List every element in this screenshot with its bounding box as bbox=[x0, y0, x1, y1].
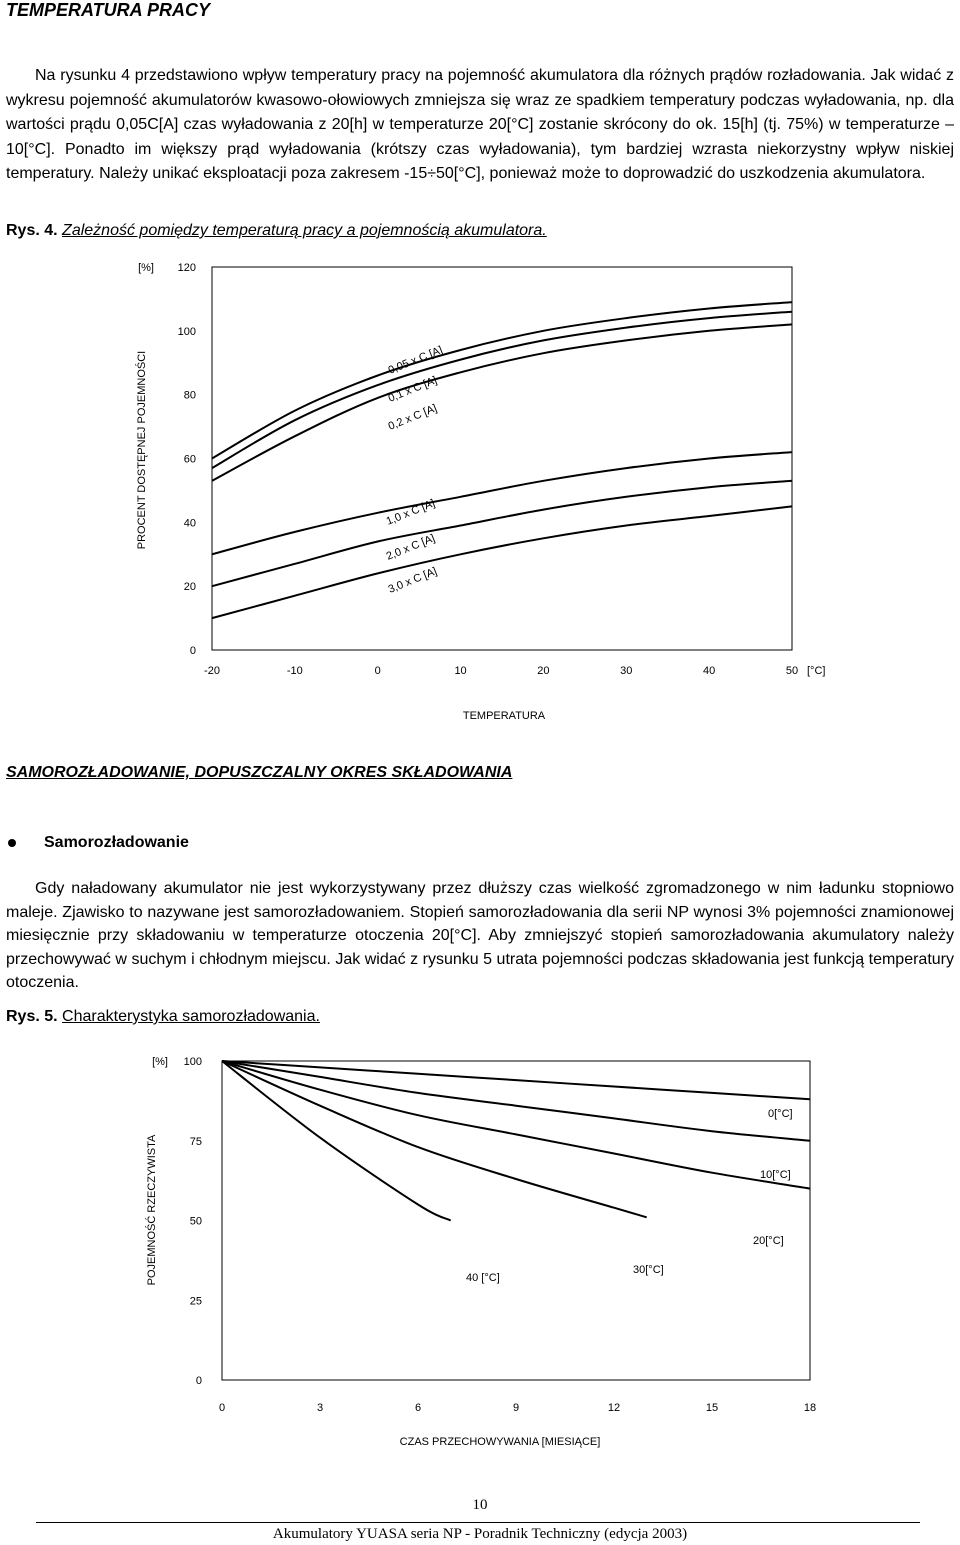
chart1-series-line bbox=[212, 312, 792, 468]
figure-4-number: Rys. 4. bbox=[6, 222, 58, 239]
figure-5-number: Rys. 5. bbox=[6, 1008, 58, 1025]
chart1-x-tick-label: 40 bbox=[703, 665, 716, 677]
paragraph-temperatura-text: Na rysunku 4 przedstawiono wpływ temperatury pracy na pojemność akumulatora dla różnych prądów rozładowania. Jak widać z wykresu pojemność akumulatorów kwasowo-ołowiowych zmniejsza się wraz ze spadkiem temperatury podczas wyładowania, np. dla wartości prądu 0,05C[A] czas wyładowania z 20[h] w temperaturze 20[°C] zostanie skrócony do ok. 15[h] (tj. 75%) w temperaturze –10[°C]. Ponadto im większy prąd wyładowania (krótszy czas wyładowania), tym bardziej wzrasta niekorzystny wpływ niskiej temperatury. Należy unikać eksploatacji poza zakresem -15÷50[°C], ponieważ może to doprowadzić do uszkodzenia akumulatora. bbox=[6, 67, 954, 182]
chart1-x-axis-label: TEMPERATURA bbox=[462, 710, 546, 722]
chart2-x-tick-label: 15 bbox=[705, 1402, 719, 1414]
chart1-y-unit: [%] bbox=[138, 262, 154, 274]
page-number: 10 bbox=[472, 1497, 488, 1513]
chart2-x-tick-label: 18 bbox=[803, 1402, 817, 1414]
chart2-y-tick-label: 25 bbox=[189, 1295, 202, 1308]
chart2-y-unit: [%] bbox=[152, 1056, 168, 1068]
figure-4-title: Zależność pomiędzy temperaturą pracy a pojemnością akumulatora. bbox=[62, 222, 547, 239]
chart2-series-label: 20[°C] bbox=[753, 1235, 784, 1247]
chart1-series-line bbox=[212, 481, 792, 586]
figure-5-title: Charakterystyka samorozładowania. bbox=[62, 1008, 320, 1025]
figure-5-chart bbox=[0, 1040, 960, 1460]
chart1-x-tick-label: 50 bbox=[785, 665, 799, 677]
chart1-x-tick-label: 20 bbox=[537, 665, 550, 677]
chart2-x-tick-label: 12 bbox=[607, 1402, 621, 1414]
chart2-series-label: 30[°C] bbox=[633, 1264, 664, 1276]
chart2-y-axis-label: POJEMNOŚĆ RZECZYWISTA bbox=[146, 1134, 158, 1286]
chart1-series-line bbox=[212, 452, 792, 554]
paragraph-temperatura bbox=[6, 64, 954, 187]
bullet-samorozladowanie bbox=[6, 834, 189, 852]
chart1-y-tick-label: 60 bbox=[183, 453, 196, 466]
chart1-series-label: 3,0 x C [A] bbox=[386, 565, 439, 596]
footer-text: Akumulatory YUASA seria NP - Poradnik Techniczny (edycja 2003) bbox=[272, 1526, 688, 1542]
figure-4-caption bbox=[6, 222, 547, 240]
paragraph-samorozladowanie-text: Gdy naładowany akumulator nie jest wykorzystywany przez dłuższy czas wielkość zgromadzonego w nim ładunku stopniowo maleje. Zjawisko to nazywane jest samorozładowaniem. Stopień samorozładowania dla serii NP wynosi 3% pojemności znamionowej miesięcznie przy składowaniu w temperaturze otoczenia 20[°C]. Aby zmniejszyć stopień samorozładowania akumulatory należy przechowywać w suchym i chłodnym miejscu. Jak widać z rysunku 5 utrata pojemności podczas składowania jest funkcją temperatury otoczenia. bbox=[6, 880, 954, 991]
chart2-x-tick-label: 9 bbox=[512, 1402, 520, 1414]
chart1-series-label: 1,0 x C [A] bbox=[384, 497, 437, 528]
chart2-y-tick-label: 75 bbox=[189, 1135, 202, 1148]
chart1-y-tick-label: 20 bbox=[183, 581, 196, 594]
chart2-x-tick-label: 3 bbox=[316, 1402, 324, 1414]
chart2-series-label: 40 [°C] bbox=[466, 1272, 500, 1284]
chart1-y-axis-label: PROCENT DOSTĘPNEJ POJEMNOŚCI bbox=[136, 350, 148, 550]
chart2-series-line bbox=[222, 1061, 451, 1221]
chart2-x-tick-label: 6 bbox=[414, 1402, 422, 1414]
chart1-x-tick-label: 30 bbox=[620, 665, 633, 677]
footer-divider bbox=[36, 1522, 920, 1523]
chart2-y-tick-label: 50 bbox=[189, 1215, 202, 1228]
chart1-series-label: 2,0 x C [A] bbox=[384, 532, 437, 563]
bullet-dot-icon bbox=[8, 839, 16, 847]
chart1-series-line bbox=[212, 324, 792, 480]
section-heading-temperatura: TEMPERATURA PRACY bbox=[6, 0, 211, 20]
chart1-x-tick-label: -10 bbox=[286, 665, 303, 677]
chart1-y-tick-label: 0 bbox=[189, 645, 196, 657]
chart2-plot-frame bbox=[222, 1061, 810, 1380]
chart1-y-tick-label: 80 bbox=[183, 389, 196, 402]
chart2-series-label: 0[°C] bbox=[768, 1108, 793, 1120]
bullet-label: Samorozładowanie bbox=[44, 834, 189, 851]
chart1-series-label: 0,05 x C [A] bbox=[386, 344, 445, 377]
chart2-y-tick-label: 0 bbox=[195, 1375, 202, 1387]
chart1-x-tick-label: 0 bbox=[374, 665, 381, 677]
figure-4-chart bbox=[0, 250, 960, 730]
chart1-y-tick-label: 120 bbox=[177, 262, 196, 274]
paragraph-samorozladowanie bbox=[6, 877, 954, 995]
chart1-x-tick-label: -20 bbox=[204, 665, 220, 677]
chart1-y-tick-label: 40 bbox=[183, 517, 196, 530]
section-heading-samorozladowanie: SAMOROZŁADOWANIE, DOPUSZCZALNY OKRES SKŁADOWANIA bbox=[6, 764, 513, 781]
chart1-x-unit: [°C] bbox=[807, 665, 826, 677]
chart1-series-label: 0,1 x C [A] bbox=[386, 374, 439, 405]
figure-5-caption bbox=[6, 1008, 320, 1026]
chart1-x-tick-label: 10 bbox=[454, 665, 467, 677]
chart2-x-axis-label: CZAS PRZECHOWYWANIA [MIESIĄCE] bbox=[399, 1436, 601, 1448]
chart2-series-label: 10[°C] bbox=[760, 1169, 791, 1181]
chart2-series-line bbox=[222, 1061, 810, 1099]
chart1-y-tick-label: 100 bbox=[177, 325, 196, 338]
chart2-x-tick-label: 0 bbox=[218, 1402, 226, 1414]
chart2-y-tick-label: 100 bbox=[183, 1056, 202, 1068]
chart1-series-label: 0,2 x C [A] bbox=[386, 402, 439, 433]
